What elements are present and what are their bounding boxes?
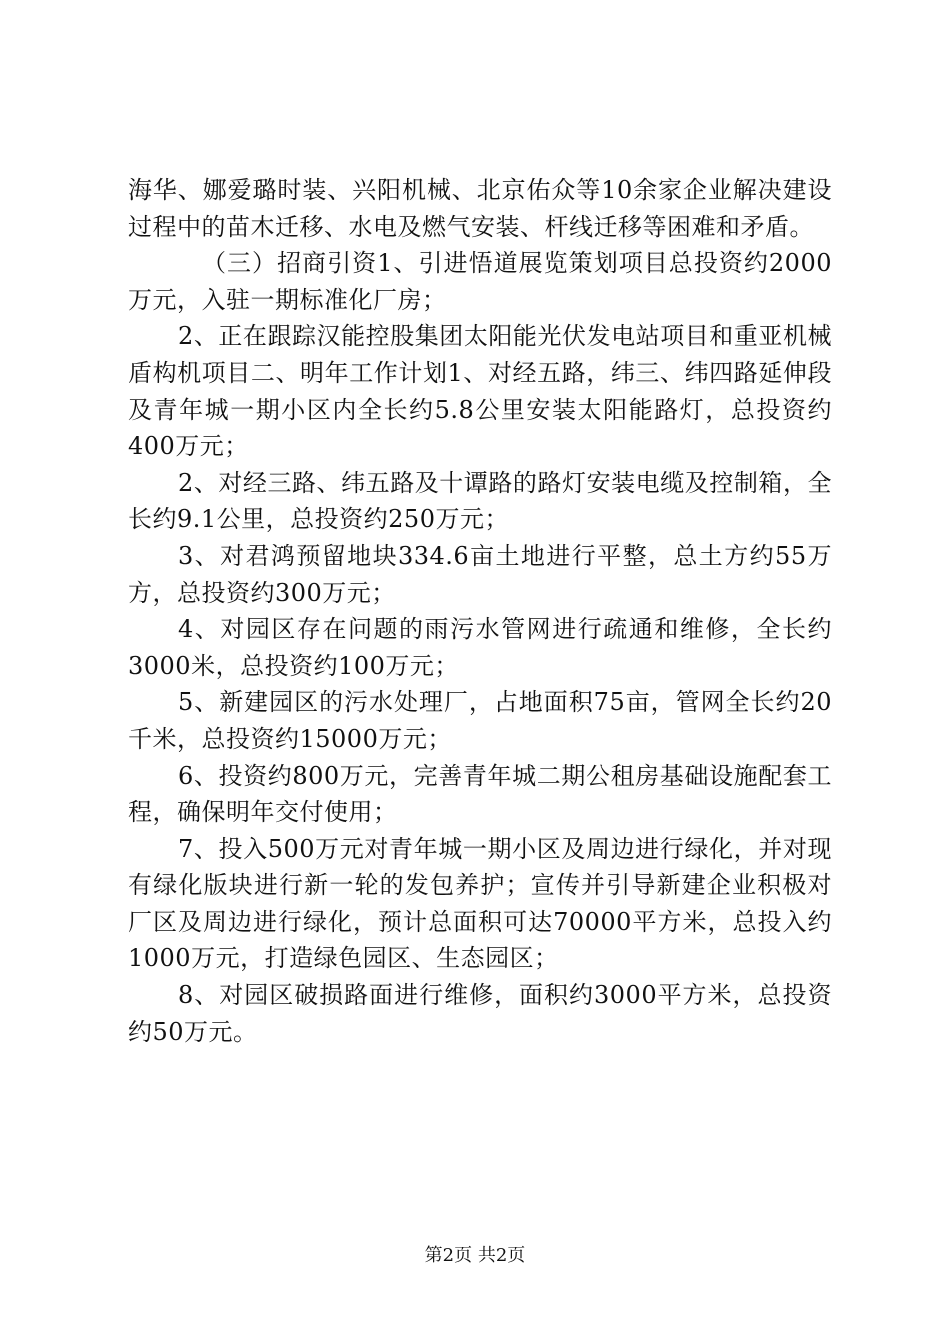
paragraph-item-6: 6、投资约800万元，完善青年城二期公租房基础设施配套工程，确保明年交付使用；	[128, 761, 832, 827]
paragraph-continuation: 海华、娜爱璐时装、兴阳机械、北京佑众等10余家企业解决建设过程中的苗木迁移、水电及燃气安装、杆线迁移等困难和矛盾。	[128, 176, 832, 241]
paragraph-investment-attraction: （三）招商引资1、引进悟道展览策划项目总投资约2000万元，入驻一期标准化厂房；	[128, 249, 832, 314]
document-body	[128, 172, 832, 1050]
paragraph-item-8: 8、对园区破损路面进行维修，面积约3000平方米，总投资约50万元。	[128, 981, 832, 1046]
paragraph-item-7: 7、投入500万元对青年城一期小区及周边进行绿化，并对现有绿化版块进行新一轮的发包养护；宣传并引导新建企业积极对厂区及周边进行绿化，预计总面积可达70000平方米，总投入约1000万元，打造绿色园区、生态园区；	[128, 834, 832, 973]
paragraph-item-5: 5、新建园区的污水处理厂，占地面积75亩，管网全长约20千米，总投资约15000万元；	[128, 688, 832, 753]
paragraph-item-4: 4、对园区存在问题的雨污水管网进行疏通和维修，全长约3000米，总投资约100万元；	[128, 615, 832, 680]
paragraph-item-2-tracking: 2、正在跟踪汉能控股集团太阳能光伏发电站项目和重亚机械盾构机项目二、明年工作计划1、对经五路，纬三、纬四路延伸段及青年城一期小区内全长约5.8公里安装太阳能路灯，总投资约400万元；	[128, 322, 832, 461]
page-number-footer: 第2页 共2页	[424, 1245, 526, 1266]
paragraph-item-2-lighting: 2、对经三路、纬五路及十谭路的路灯安装电缆及控制箱，全长约9.1公里，总投资约250万元；	[128, 468, 832, 534]
paragraph-item-3: 3、对君鸿预留地块334.6亩土地进行平整，总土方约55万方，总投资约300万元；	[128, 541, 832, 607]
